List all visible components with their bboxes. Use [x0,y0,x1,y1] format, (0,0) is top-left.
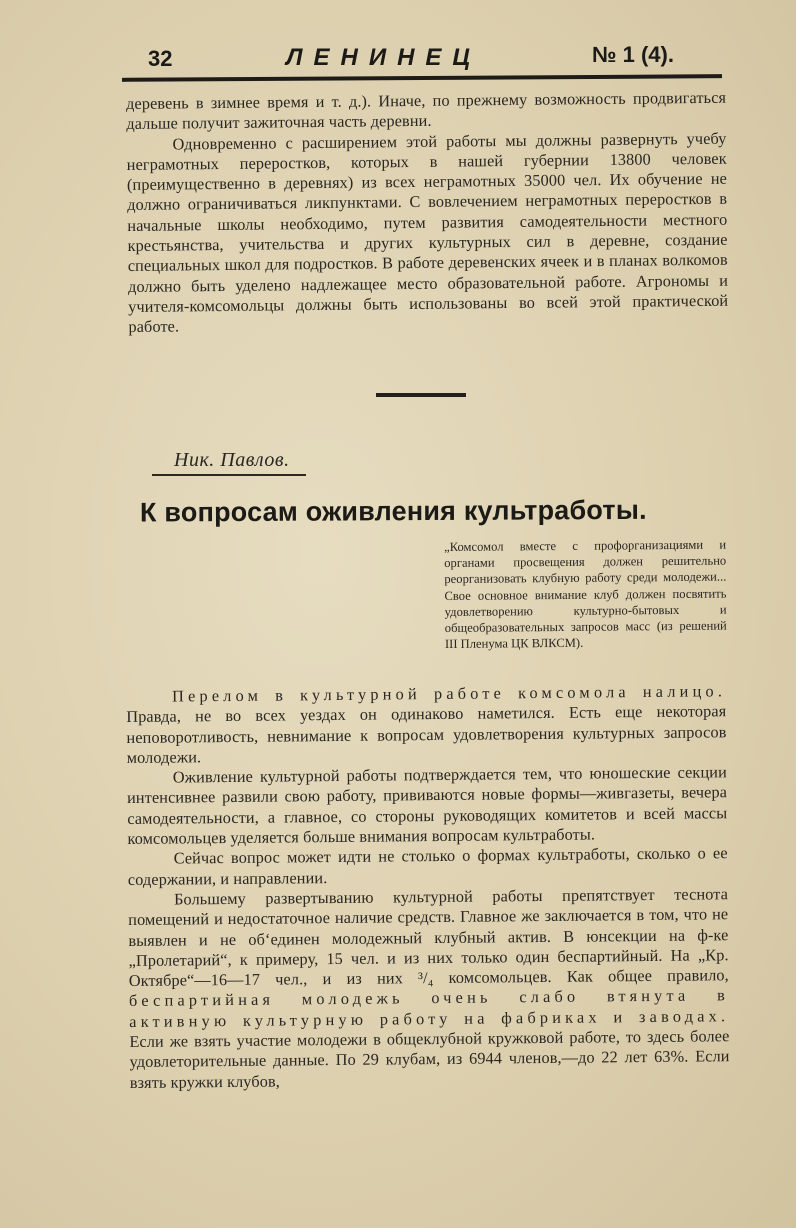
paragraph: Сейчас вопрос может идти не столько о формах культработы, сколько о ее содержании, и направлении. [127,843,728,889]
article-title: К вопросам оживления культработы. [139,494,647,528]
epigraph: „Комсомол вместе с профорганизациями и органами просвещения должен решительно реорганизовать клубную работу среди молодежи... Свое основное внимание клуб должен посвятить удовлетворению культурно-бытовых и общеобразовательных запросов масс (из решений III Пленума ЦК ВЛКСМ). [444,537,727,652]
emphasized-text: беспартийная молодежь очень слабо втянута в активную культурную работу на фабриках и заводах. [128,985,730,1031]
paragraph [128,884,730,1093]
author-underline [152,474,306,476]
issue-number: № 1 (4). [592,42,674,67]
paragraph-text: Если же взять участие молодежи в общеклубной кружковой работе, то здесь более удовлеторительные данные. По 29 клубам, из 6944 членов,—до 22 лет 63%. Если взять кружки клубов, [129,1026,730,1092]
journal-title: ЛЕНИНЕЦ [286,44,481,71]
page-number: 32 [148,46,173,71]
paragraph-text: Большему развертыванию культурной работы препятствует теснота помещений и недостаточное наличие средств. Главное же заключается в том, что не выявлен и не об‘единен молодежный клубный актив. В юнсекции на ф-ке „Пролетарий“, к примеру, 15 чел. и из них только один беспартийный. На „Кр. Октябре“—16—17 чел., и из них ³/₄ комсомольцев. Как общее правило, [128,884,729,991]
section-divider [376,393,466,397]
article-author: Ник. Павлов. [174,449,290,471]
paragraph [126,681,727,768]
paragraph: Оживление культурной работы подтверждается тем, что юношеские секции интенсивнее развили свою работу, прививаются новые формы—живгазеты, вечера самодеятельности, а главное, со стороны руководящих комитетов и всей массы комсомольцев уделяется больше внимания вопросам культработы. [126,762,728,849]
paragraph: Одновременно с расширением этой работы мы должны развернуть учебу неграмотных переростков, которых в нашей губернии 13800 человек (преимущественно в деревнях) из всех неграмотных 35000 чел. Их обучение не должно ограничиваться ликпунктами. С вовлечением неграмотных переростков в начальные школы необходимо, путем развития самодеятельности местного крестьянства, учительства и других культурных сил в деревне, создание специальных школ для подростков. В работе деревенских ячеек и в планах волкомов должно быть уделено надлежащее место образовательной работе. Агрономы и учителя-комсомольцы должны быть использованы во всей этой практической работе. [126,128,729,337]
paragraph-text: Правда, не во всех уездах он одинаково наметился. Есть еще некоторая неповоротливость, невнимание к вопросам удовлетворения культурных запросов молодежи. [126,701,727,767]
article-body [126,681,730,1093]
paragraph: деревень в зимнее время и т. д.). Иначе, по прежнему возможность продвигаться дальше получит зажиточная часть деревни. [126,87,727,134]
emphasized-text: Перелом в культурной работе комсомола налицо. [171,681,727,706]
page-header [120,38,722,78]
previous-article-ending [126,88,729,338]
